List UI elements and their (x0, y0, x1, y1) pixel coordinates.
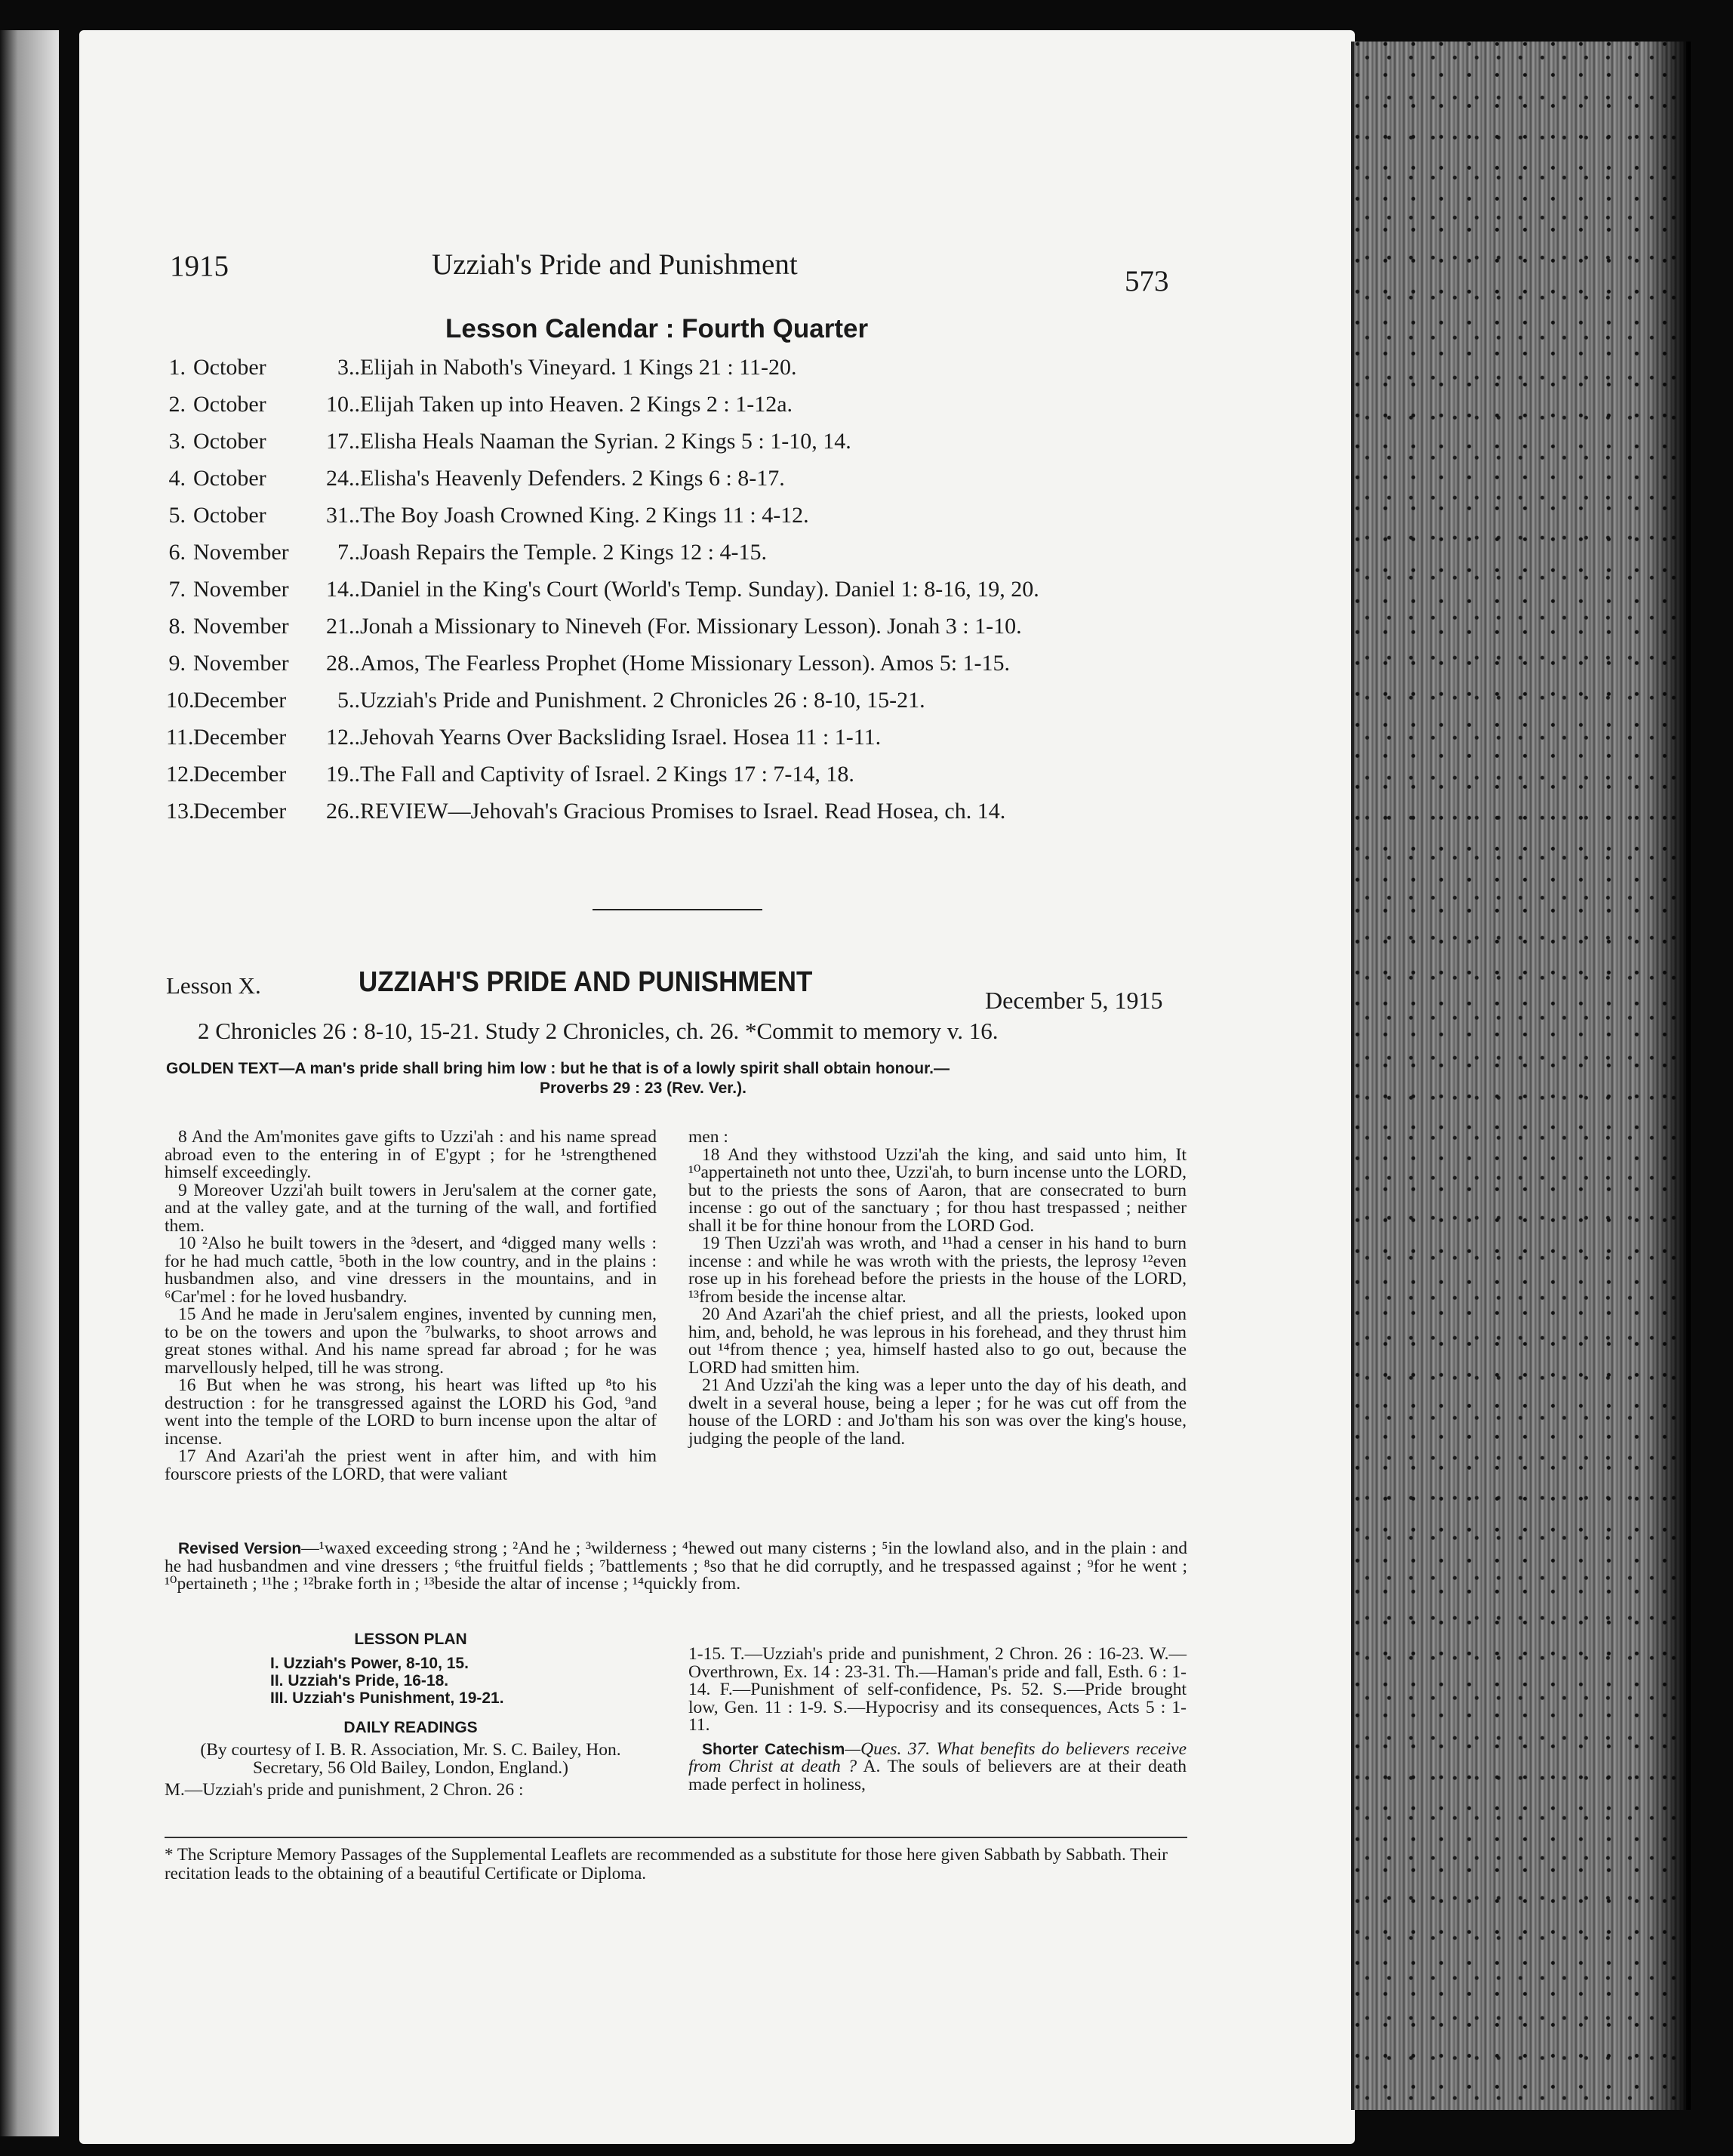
verse: 16 But when he was strong, his heart was lifted up ⁸to his destruction : for he transgressed against the LORD his God, ⁹and went into the temple of the LORD to burn incense upon the altar of incense. (165, 1375, 657, 1449)
calendar-row (166, 577, 1039, 602)
leader-dots: .. (349, 651, 360, 676)
calendar-row (166, 540, 767, 565)
calendar-row-month: December (193, 688, 287, 713)
revised-version-text: —¹waxed exceeding strong ; ²And he ; ³wilderness ; ⁴hewed out many cisterns ; ⁵in the lowland also, and in the plain : and he had husbandmen and vine dressers ; ⁶the fruitful fields ; ⁷battlements ; ⁸so that he did corruptly, and he trespassed against ; ⁹for he went ; ¹⁰pertaineth ; ¹¹he ; ¹²brake forth in ; ¹³beside the altar of incense ; ¹⁴quickly from. (165, 1538, 1188, 1594)
calendar-row-month: October (193, 466, 266, 491)
footnote-rule (165, 1837, 1187, 1838)
calendar-row-month: November (193, 614, 289, 639)
verse: 9 Moreover Uzzi'ah built towers in Jeru'salem at the corner gate, and at the valley gate, and at the turning of the wall, and fortified them. (165, 1180, 657, 1236)
leader-dots: .. (349, 688, 360, 713)
calendar-row-lesson: Daniel in the King's Court (World's Temp. Sunday). Daniel 1: 8-16, 19, 20. (360, 577, 1039, 602)
calendar-row-month: December (193, 725, 287, 750)
calendar-row (166, 355, 797, 380)
leader-dots: .. (349, 725, 360, 750)
calendar-row-month: November (193, 540, 289, 565)
leader-dots: .. (349, 799, 360, 824)
calendar-row (166, 466, 785, 491)
page-number: 573 (1125, 265, 1169, 297)
calendar-row (166, 651, 1010, 676)
calendar-row-number: 2. (168, 392, 186, 417)
running-head-title: Uzziah's Pride and Punishment (432, 248, 798, 281)
daily-readings-continued: 1-15. T.—Uzziah's pride and punishment, 2 Chron. 26 : 16-23. W.—Overthrown, Ex. 14 : 23-31. Th.—Haman's pride and fall, Esth. 6 : 1-14. F.—Punishment of self-confidence, Ps. 52. S.—Pride brought low, Gen. 11 : 1-9. S.—Hypocrisy and its consequences, Acts 5 : 1-11. (688, 1644, 1187, 1735)
lesson-plan-item: III. Uzziah's Punishment, 19-21. (270, 1689, 504, 1707)
calendar-row-number: 12. (166, 762, 195, 787)
calendar-row-month: December (193, 762, 287, 787)
lesson-title: UZZIAH'S PRIDE AND PUNISHMENT (359, 966, 813, 998)
page-block-edge (1351, 42, 1686, 2110)
calendar-row-lesson: The Boy Joash Crowned King. 2 Kings 11 : 4-12. (360, 503, 809, 528)
calendar-row (166, 799, 1005, 824)
section-rule (593, 909, 762, 910)
adjacent-page-edge (0, 30, 59, 2136)
leader-dots: .. (349, 540, 360, 565)
calendar-row-lesson: Elisha's Heavenly Defenders. 2 Kings 6 : 8-17. (360, 466, 785, 491)
verse: 17 And Azari'ah the priest went in after him, and with him fourscore priests of the LORD, that were valiant (165, 1446, 657, 1484)
calendar-row-day: 12 (326, 725, 349, 750)
calendar-row-number: 13. (166, 799, 195, 824)
catechism-label: Shorter Catechism (702, 1740, 845, 1758)
leader-dots: .. (349, 614, 360, 639)
daily-readings-title: DAILY READINGS (343, 1719, 478, 1736)
revised-version-note (165, 1540, 1187, 1594)
calendar-row-number: 5. (168, 503, 186, 528)
verses-right-column (688, 1129, 1187, 1448)
verse: men : (688, 1127, 728, 1147)
calendar-row-day: 3 (337, 355, 349, 380)
calendar-row-lesson: Jonah a Missionary to Nineveh (For. Missionary Lesson). Jonah 3 : 1-10. (360, 614, 1022, 639)
lesson-plan-item: II. Uzziah's Pride, 16-18. (270, 1672, 449, 1689)
calendar-row-lesson: Elisha Heals Naaman the Syrian. 2 Kings 5 : 1-10, 14. (360, 429, 851, 454)
golden-text: GOLDEN TEXT—A man's pride shall bring him low : but he that is of a lowly spirit shall obtain honour.— (166, 1060, 950, 1077)
calendar-row-number: 6. (168, 540, 186, 565)
calendar-row-lesson: The Fall and Captivity of Israel. 2 Kings 17 : 7-14, 18. (360, 762, 854, 787)
verse: 20 And Azari'ah the chief priest, and all the priests, looked upon him, and, behold, he was leprous in his forehead, and they thrust him out ¹⁴from thence ; yea, himself hasted also to go out, because the LORD had smitten him. (688, 1304, 1187, 1378)
daily-readings-continued-section (688, 1646, 1187, 1794)
verse: 10 ²Also he built towers in the ³desert, and ⁴digged many wells : for he had much cattle, ⁵both in the low country, and in the plains : husbandmen also, and vine dressers in the mountains, and in ⁶Car'mel : for he loved husbandry. (165, 1234, 657, 1307)
calendar-row (166, 762, 854, 787)
verse: 8 And the Am'monites gave gifts to Uzzi'ah : and his name spread abroad even to the entering in of E'gypt ; for he ¹strengthened himself exceedingly. (165, 1127, 657, 1182)
lesson-plan-title: LESSON PLAN (354, 1631, 467, 1648)
calendar-row-number: 4. (168, 466, 186, 491)
lesson-plan-item: I. Uzziah's Power, 8-10, 15. (270, 1655, 469, 1672)
calendar-row-day: 31 (326, 503, 349, 528)
leader-dots: .. (349, 762, 360, 787)
calendar-row-number: 9. (168, 651, 186, 676)
calendar-row-month: October (193, 355, 266, 380)
calendar-row-number: 3. (168, 429, 186, 454)
calendar-row (166, 688, 925, 713)
verse: 15 And he made in Jeru'salem engines, invented by cunning men, to be on the towers and upon the ⁷bulwarks, to shoot arrows and great stones withal. And his name spread far abroad ; for he was marvellously helped, till he was strong. (165, 1304, 657, 1378)
calendar-row-month: November (193, 651, 289, 676)
calendar-row-day: 7 (337, 540, 349, 565)
verses-left-column (165, 1129, 657, 1483)
daily-readings-monday: M.—Uzziah's pride and punishment, 2 Chron. 26 : (165, 1780, 524, 1800)
edge-shadow (1645, 42, 1691, 2110)
calendar-row-number: 10. (166, 688, 195, 713)
revised-version-label: Revised Version (178, 1540, 302, 1557)
calendar-row-lesson: REVIEW—Jehovah's Gracious Promises to Israel. Read Hosea, ch. 14. (360, 799, 1006, 824)
calendar-row-day: 28 (326, 651, 349, 676)
footnote: * The Scripture Memory Passages of the Supplemental Leaflets are recommended as a substitute for those here given Sabbath by Sabbath. Their recitation leads to the obtaining of a beautiful Certificate or Diploma. (165, 1845, 1168, 1883)
calendar-row-month: October (193, 503, 266, 528)
leader-dots: .. (349, 392, 360, 417)
calendar-row-lesson: Elijah in Naboth's Vineyard. 1 Kings 21 : 11-20. (360, 355, 797, 380)
calendar-row-day: 24 (326, 466, 349, 491)
calendar-row-day: 19 (326, 762, 349, 787)
calendar-row-day: 5 (337, 688, 349, 713)
calendar-row (166, 725, 881, 750)
calendar-row-lesson: Elijah Taken up into Heaven. 2 Kings 2 : 1-12a. (360, 392, 793, 417)
calendar-row-number: 11. (166, 725, 194, 750)
calendar-row-day: 14 (326, 577, 349, 602)
calendar-row (166, 614, 1022, 639)
calendar-row-lesson: Joash Repairs the Temple. 2 Kings 12 : 4-15. (360, 540, 767, 565)
calendar-row-lesson: Jehovah Yearns Over Backsliding Israel. Hosea 11 : 1-11. (360, 725, 882, 750)
golden-text-source: Proverbs 29 : 23 (Rev. Ver.). (540, 1080, 746, 1097)
catechism-answer: A. The souls of believers are at their death made perfect in holiness, (688, 1757, 1187, 1794)
catechism-question: —Ques. 37. What benefits do believers receive from Christ at death ? (688, 1739, 1187, 1776)
calendar-row-month: December (193, 799, 287, 824)
calendar-title: Lesson Calendar : Fourth Quarter (445, 314, 869, 343)
calendar-row-lesson: Uzziah's Pride and Punishment. 2 Chronicles 26 : 8-10, 15-21. (360, 688, 925, 713)
calendar-row-number: 1. (168, 355, 186, 380)
calendar-row-day: 21 (326, 614, 349, 639)
calendar-row (166, 429, 851, 454)
calendar-row-number: 7. (168, 577, 186, 602)
daily-readings-courtesy: (By courtesy of I. B. R. Association, Mr. S. C. Bailey, Hon. Secretary, 56 Old Bailey, London, England.) (200, 1740, 621, 1778)
leader-dots: .. (349, 503, 360, 528)
calendar-row (166, 392, 793, 417)
calendar-row-month: October (193, 429, 266, 454)
verse: 18 And they withstood Uzzi'ah the king, and said unto him, It ¹⁰appertaineth not unto thee, Uzzi'ah, to burn incense unto the LORD, but to the priests the sons of Aaron, that are consecrated to burn incense : go out of the sanctuary ; for thou hast trespassed ; neither shall it be for thine honour from the LORD God. (688, 1144, 1187, 1236)
calendar-row-month: November (193, 577, 289, 602)
lesson-number: Lesson X. (166, 972, 261, 999)
calendar-row-day: 10 (326, 392, 349, 417)
calendar-row-number: 8. (168, 614, 186, 639)
leader-dots: .. (349, 466, 360, 491)
calendar-row-day: 26 (326, 799, 349, 824)
leader-dots: .. (349, 429, 360, 454)
leader-dots: .. (349, 355, 360, 380)
calendar-row-day: 17 (326, 429, 349, 454)
scripture-reference: 2 Chronicles 26 : 8-10, 15-21. Study 2 Chronicles, ch. 26. *Commit to memory v. 16. (198, 1018, 999, 1044)
running-head-year: 1915 (170, 250, 229, 282)
calendar-row-month: October (193, 392, 266, 417)
calendar-row (166, 503, 809, 528)
lesson-date: December 5, 1915 (985, 987, 1163, 1014)
verse: 19 Then Uzzi'ah was wroth, and ¹¹had a censer in his hand to burn incense : and while he was wroth with the priests, the leprosy ¹²even rose up in his forehead before the priests in the house of the LORD, ¹³from beside the incense altar. (688, 1234, 1187, 1307)
verse: 21 And Uzzi'ah the king was a leper unto the day of his death, and dwelt in a several house, being a leper ; for he was cut off from the house of the LORD : and Jo'tham his son was over the king's house, judging the people of the land. (688, 1375, 1187, 1449)
lesson-plan-section (165, 1631, 657, 1800)
calendar-row-lesson: Amos, The Fearless Prophet (Home Missionary Lesson). Amos 5: 1-15. (360, 651, 1011, 676)
leader-dots: .. (349, 577, 360, 602)
